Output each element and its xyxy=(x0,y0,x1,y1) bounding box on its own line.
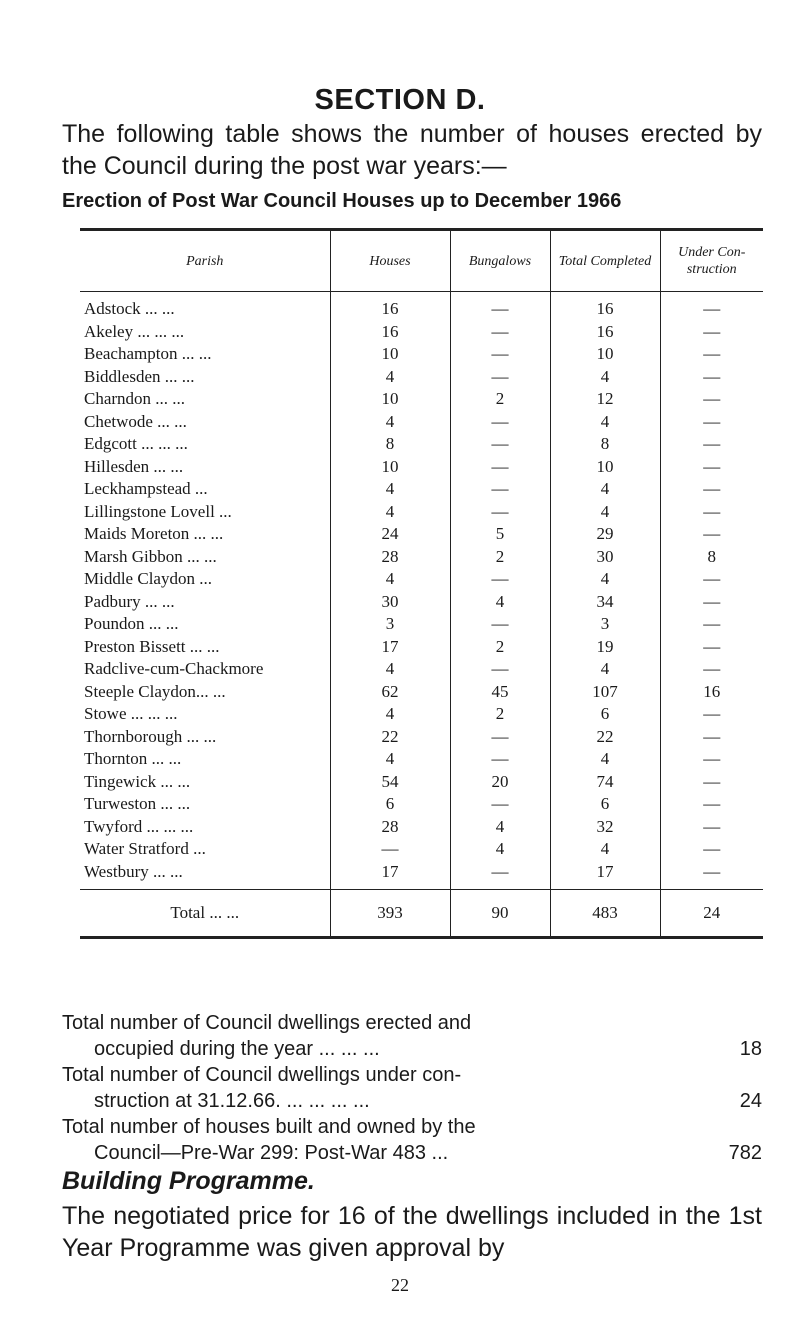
cell-under-construction: — xyxy=(660,793,763,816)
cell-bungalows: 2 xyxy=(450,703,550,726)
table-row xyxy=(80,456,763,479)
table-row xyxy=(80,703,763,726)
table-row xyxy=(80,523,763,546)
cell-bungalows: — xyxy=(450,793,550,816)
cell-parish: Thornborough ... ... xyxy=(84,726,217,746)
cell-under-construction: — xyxy=(660,523,763,546)
table-row xyxy=(80,726,763,749)
cell-total-completed: 4 xyxy=(550,658,660,681)
cell-under-construction: — xyxy=(660,636,763,659)
summary-value: 24 xyxy=(739,1090,762,1112)
cell-bungalows: 4 xyxy=(450,591,550,614)
table-row xyxy=(80,321,763,344)
cell-total-completed: 4 xyxy=(550,838,660,861)
cell-houses: 8 xyxy=(330,433,450,456)
cell-under-construction: — xyxy=(660,658,763,681)
cell-bungalows: 45 xyxy=(450,681,550,704)
cell-under-construction: — xyxy=(660,366,763,389)
table-row xyxy=(80,388,763,411)
table-row xyxy=(80,568,763,591)
table-row xyxy=(80,343,763,366)
cell-bungalows: — xyxy=(450,343,550,366)
total-houses: 393 xyxy=(330,890,450,938)
cell-total-completed: 34 xyxy=(550,591,660,614)
cell-bungalows: — xyxy=(450,433,550,456)
cell-bungalows: — xyxy=(450,861,550,890)
cell-parish: Leckhampstead ... xyxy=(84,479,208,499)
cell-total-completed: 3 xyxy=(550,613,660,636)
header-total-completed: Total Completed xyxy=(550,230,660,292)
houses-table xyxy=(80,228,763,939)
cell-bungalows: — xyxy=(450,726,550,749)
cell-parish: Lillingstone Lovell ... xyxy=(84,501,232,521)
cell-bungalows: 5 xyxy=(450,523,550,546)
table-row xyxy=(80,816,763,839)
cell-parish: Radclive-cum-Chackmore xyxy=(84,659,264,679)
cell-bungalows: 2 xyxy=(450,636,550,659)
table-row xyxy=(80,546,763,569)
cell-bungalows: 2 xyxy=(450,546,550,569)
cell-bungalows: — xyxy=(450,501,550,524)
summary-block xyxy=(62,1010,762,1166)
table-row xyxy=(80,591,763,614)
summary-line-1: Total number of houses built and owned by the xyxy=(62,1116,476,1138)
cell-parish: Westbury ... ... xyxy=(84,861,183,881)
summary-row xyxy=(62,1062,762,1114)
cell-under-construction: — xyxy=(660,591,763,614)
cell-houses: 17 xyxy=(330,861,450,890)
cell-under-construction: — xyxy=(660,411,763,434)
cell-under-construction: — xyxy=(660,568,763,591)
cell-houses: 4 xyxy=(330,366,450,389)
cell-total-completed: 107 xyxy=(550,681,660,704)
cell-houses: — xyxy=(330,838,450,861)
building-programme-heading: Building Programme. xyxy=(62,1167,315,1195)
cell-parish: Turweston ... ... xyxy=(84,794,191,814)
table-row xyxy=(80,838,763,861)
cell-total-completed: 32 xyxy=(550,816,660,839)
table-row xyxy=(80,748,763,771)
cell-under-construction: — xyxy=(660,816,763,839)
header-under-construction: Under Con- struction xyxy=(660,230,763,292)
table-row xyxy=(80,478,763,501)
cell-bungalows: — xyxy=(450,366,550,389)
cell-parish: Padbury ... ... xyxy=(84,591,175,611)
cell-bungalows: — xyxy=(450,478,550,501)
total-bungalows: 90 xyxy=(450,890,550,938)
cell-bungalows: — xyxy=(450,411,550,434)
cell-parish: Stowe ... ... ... xyxy=(84,704,178,724)
cell-under-construction: — xyxy=(660,748,763,771)
cell-under-construction: — xyxy=(660,501,763,524)
table-row xyxy=(80,411,763,434)
cell-total-completed: 4 xyxy=(550,568,660,591)
cell-total-completed: 16 xyxy=(550,321,660,344)
cell-total-completed: 6 xyxy=(550,793,660,816)
cell-parish: Poundon ... ... xyxy=(84,614,179,634)
cell-houses: 28 xyxy=(330,546,450,569)
cell-total-completed: 30 xyxy=(550,546,660,569)
cell-houses: 30 xyxy=(330,591,450,614)
page-number: 22 xyxy=(391,1275,409,1295)
cell-total-completed: 29 xyxy=(550,523,660,546)
cell-houses: 6 xyxy=(330,793,450,816)
cell-total-completed: 12 xyxy=(550,388,660,411)
table-row xyxy=(80,771,763,794)
cell-under-construction: — xyxy=(660,433,763,456)
cell-houses: 54 xyxy=(330,771,450,794)
table-row xyxy=(80,433,763,456)
table-body xyxy=(80,292,763,890)
cell-total-completed: 4 xyxy=(550,478,660,501)
cell-total-completed: 22 xyxy=(550,726,660,749)
summary-row xyxy=(62,1010,762,1062)
cell-houses: 16 xyxy=(330,292,450,321)
cell-bungalows: 4 xyxy=(450,838,550,861)
cell-total-completed: 4 xyxy=(550,748,660,771)
table-row xyxy=(80,658,763,681)
cell-under-construction: — xyxy=(660,771,763,794)
section-heading: SECTION D. xyxy=(314,84,486,116)
cell-total-completed: 17 xyxy=(550,861,660,890)
summary-value: 18 xyxy=(739,1038,762,1060)
building-programme-text: The negotiated price for 16 of the dwellings included in the 1st Year Programme was given approval by xyxy=(62,1202,762,1262)
cell-parish: Thornton ... ... xyxy=(84,749,182,769)
cell-under-construction: 8 xyxy=(660,546,763,569)
total-completed: 483 xyxy=(550,890,660,938)
cell-parish: Akeley ... ... ... xyxy=(84,321,185,341)
table-row xyxy=(80,793,763,816)
table-row xyxy=(80,501,763,524)
cell-under-construction: — xyxy=(660,726,763,749)
table-row xyxy=(80,366,763,389)
total-label: Total ... ... xyxy=(80,890,330,938)
cell-under-construction: — xyxy=(660,613,763,636)
cell-bungalows: 20 xyxy=(450,771,550,794)
cell-under-construction: — xyxy=(660,321,763,344)
cell-under-construction: — xyxy=(660,861,763,890)
summary-line-1: Total number of Council dwellings under con- xyxy=(62,1064,462,1086)
cell-houses: 4 xyxy=(330,703,450,726)
cell-parish: Water Stratford ... xyxy=(84,839,206,859)
cell-bungalows: 2 xyxy=(450,388,550,411)
table-row xyxy=(80,861,763,890)
cell-parish: Twyford ... ... ... xyxy=(84,816,194,836)
cell-houses: 3 xyxy=(330,613,450,636)
cell-parish: Marsh Gibbon ... ... xyxy=(84,546,217,566)
table-row xyxy=(80,681,763,704)
cell-houses: 17 xyxy=(330,636,450,659)
summary-line-2: occupied during the year ... ... ... xyxy=(94,1038,380,1060)
cell-houses: 4 xyxy=(330,501,450,524)
cell-under-construction: — xyxy=(660,292,763,321)
summary-value: 782 xyxy=(728,1142,762,1164)
cell-total-completed: 8 xyxy=(550,433,660,456)
cell-bungalows: 4 xyxy=(450,816,550,839)
cell-houses: 10 xyxy=(330,343,450,366)
cell-under-construction: — xyxy=(660,456,763,479)
header-houses: Houses xyxy=(330,230,450,292)
cell-houses: 22 xyxy=(330,726,450,749)
cell-total-completed: 16 xyxy=(550,292,660,321)
cell-bungalows: — xyxy=(450,321,550,344)
cell-parish: Hillesden ... ... xyxy=(84,456,184,476)
cell-parish: Charndon ... ... xyxy=(84,389,186,409)
summary-row xyxy=(62,1114,762,1166)
cell-total-completed: 10 xyxy=(550,343,660,366)
table-header-row xyxy=(80,230,763,292)
table-total-row xyxy=(80,890,763,938)
cell-total-completed: 19 xyxy=(550,636,660,659)
cell-parish: Chetwode ... ... xyxy=(84,411,187,431)
cell-houses: 10 xyxy=(330,388,450,411)
cell-houses: 28 xyxy=(330,816,450,839)
cell-under-construction: — xyxy=(660,478,763,501)
cell-bungalows: — xyxy=(450,292,550,321)
intro-paragraph: The following table shows the number of houses erected by the Council during the post war years:— xyxy=(62,120,762,180)
cell-under-construction: — xyxy=(660,388,763,411)
cell-total-completed: 74 xyxy=(550,771,660,794)
cell-parish: Beachampton ... ... xyxy=(84,344,212,364)
summary-line-2: struction at 31.12.66. ... ... ... ... xyxy=(94,1090,370,1112)
cell-total-completed: 4 xyxy=(550,501,660,524)
cell-houses: 4 xyxy=(330,411,450,434)
cell-under-construction: — xyxy=(660,343,763,366)
cell-under-construction: — xyxy=(660,838,763,861)
cell-parish: Maids Moreton ... ... xyxy=(84,524,224,544)
header-bungalows: Bungalows xyxy=(450,230,550,292)
cell-houses: 4 xyxy=(330,478,450,501)
cell-houses: 24 xyxy=(330,523,450,546)
cell-houses: 4 xyxy=(330,568,450,591)
cell-parish: Biddlesden ... ... xyxy=(84,366,195,386)
cell-total-completed: 10 xyxy=(550,456,660,479)
cell-bungalows: — xyxy=(450,456,550,479)
cell-houses: 16 xyxy=(330,321,450,344)
cell-bungalows: — xyxy=(450,613,550,636)
table-caption: Erection of Post War Council Houses up to December 1966 xyxy=(62,190,622,212)
cell-parish: Middle Claydon ... xyxy=(84,569,212,589)
total-under-construction: 24 xyxy=(660,890,763,938)
cell-total-completed: 4 xyxy=(550,411,660,434)
summary-line-1: Total number of Council dwellings erected and xyxy=(62,1012,472,1034)
cell-under-construction: 16 xyxy=(660,681,763,704)
cell-parish: Preston Bissett ... ... xyxy=(84,636,220,656)
cell-houses: 4 xyxy=(330,748,450,771)
cell-under-construction: — xyxy=(660,703,763,726)
cell-parish: Steeple Claydon... ... xyxy=(84,681,226,701)
cell-houses: 10 xyxy=(330,456,450,479)
cell-total-completed: 4 xyxy=(550,366,660,389)
cell-bungalows: — xyxy=(450,748,550,771)
table-row xyxy=(80,613,763,636)
cell-bungalows: — xyxy=(450,568,550,591)
cell-total-completed: 6 xyxy=(550,703,660,726)
cell-parish: Tingewick ... ... xyxy=(84,771,191,791)
cell-parish: Adstock ... ... xyxy=(84,299,175,319)
summary-line-2: Council—Pre-War 299: Post-War 483 ... xyxy=(94,1142,449,1164)
header-parish: Parish xyxy=(80,230,330,292)
cell-parish: Edgcott ... ... ... xyxy=(84,434,188,454)
table-row xyxy=(80,636,763,659)
table-row xyxy=(80,292,763,321)
cell-houses: 62 xyxy=(330,681,450,704)
cell-bungalows: — xyxy=(450,658,550,681)
cell-houses: 4 xyxy=(330,658,450,681)
